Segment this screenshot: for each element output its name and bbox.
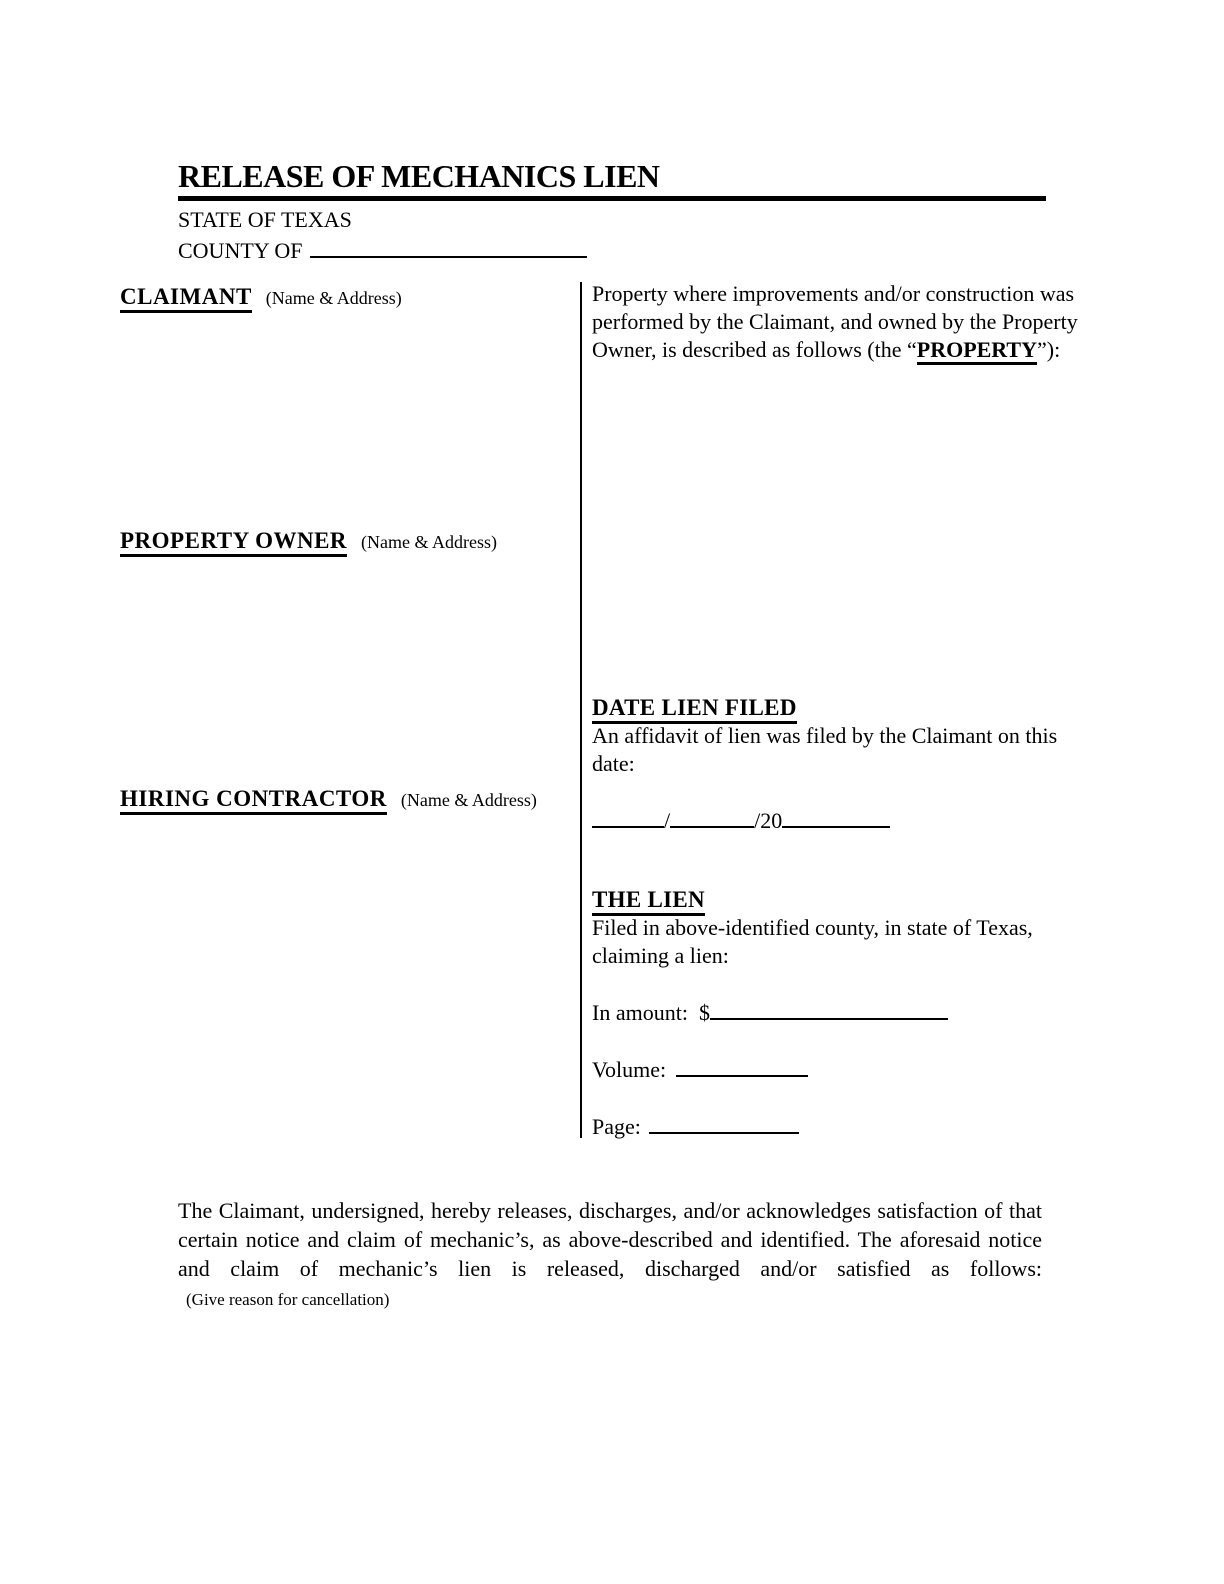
- property-description-section: [592, 280, 1078, 364]
- state-line: STATE OF TEXAS: [178, 207, 352, 232]
- date-lien-filed-body: An affidavit of lien was filed by the Claimant on this date:: [592, 723, 1058, 776]
- amount-label: In amount:: [592, 1000, 688, 1025]
- page-title: RELEASE OF MECHANICS LIEN: [178, 158, 660, 194]
- date-separator-2: /20: [754, 808, 783, 833]
- volume-fill-line: [592, 1055, 1078, 1084]
- date-separator-1: /: [664, 808, 671, 833]
- date-lien-filed-heading-text: DATE LIEN FILED: [592, 695, 797, 724]
- county-input-blank[interactable]: [310, 236, 587, 258]
- page-fill-line: [592, 1112, 1078, 1141]
- property-owner-label: PROPERTY OWNER: [120, 528, 347, 557]
- claimant-note: (Name & Address): [265, 288, 402, 308]
- date-fill-line: [592, 806, 1078, 835]
- title-rule: [178, 196, 1046, 201]
- claimant-label: CLAIMANT: [120, 284, 252, 313]
- release-text: The Claimant, undersigned, hereby releases, discharges, and/or acknowledges satisfaction of that certain notice and claim of mechanic’s, as above-described and identified. The aforesaid notice and claim of mechanic’s lien is released, discharged and/or satisfied as follows:: [178, 1198, 1042, 1281]
- hiring-contractor-section: [120, 786, 570, 812]
- date-year-blank[interactable]: [782, 806, 890, 828]
- date-day-blank[interactable]: [670, 806, 754, 828]
- the-lien-body: Filed in above-identified county, in state of Texas, claiming a lien:: [592, 915, 1033, 968]
- property-owner-section: [120, 528, 570, 554]
- hiring-contractor-note: (Name & Address): [400, 790, 537, 810]
- amount-prefix: $: [698, 1000, 710, 1025]
- volume-label: Volume:: [592, 1057, 667, 1082]
- property-keyword: PROPERTY: [917, 337, 1037, 365]
- hiring-contractor-label: HIRING CONTRACTOR: [120, 786, 387, 815]
- page-label: Page:: [592, 1114, 641, 1139]
- release-note: (Give reason for cancellation): [186, 1290, 390, 1309]
- column-divider: [580, 282, 582, 1138]
- date-lien-filed-heading: [592, 694, 1078, 722]
- volume-input-blank[interactable]: [676, 1055, 808, 1077]
- amount-fill-line: [592, 998, 1078, 1027]
- property-text-after: ”):: [1036, 337, 1061, 362]
- property-owner-note: (Name & Address): [361, 532, 498, 552]
- property-text-before: Property where improvements and/or construction was performed by the Claimant, and owned by the Property Owner, is described as follows (the “: [592, 281, 1078, 362]
- amount-input-blank[interactable]: [710, 998, 948, 1020]
- date-month-blank[interactable]: [592, 806, 664, 828]
- county-label: COUNTY OF: [178, 238, 303, 263]
- page-input-blank[interactable]: [649, 1112, 799, 1134]
- claimant-section: [120, 284, 570, 310]
- the-lien-section: [592, 886, 1078, 1141]
- date-lien-filed-section: [592, 694, 1078, 835]
- county-line: [178, 236, 1046, 265]
- the-lien-heading-text: THE LIEN: [592, 887, 705, 916]
- the-lien-heading: [592, 886, 1078, 914]
- document-header: [178, 158, 1046, 265]
- release-paragraph: [178, 1196, 1042, 1314]
